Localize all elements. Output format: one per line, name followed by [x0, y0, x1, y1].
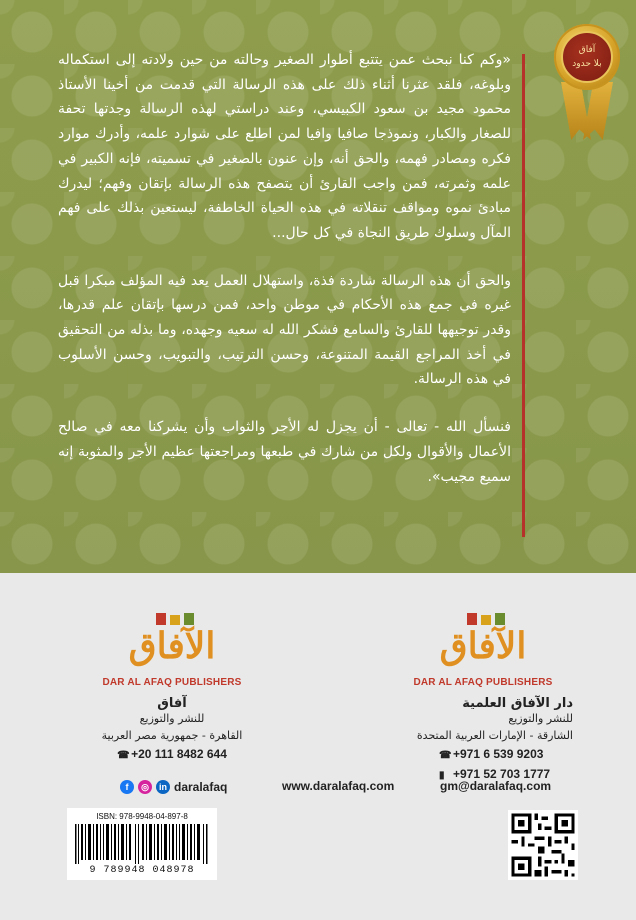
publisher-name-en: DAR AL AFAQ PUBLISHERS: [102, 677, 242, 688]
publisher-name-ar: دار الآفاق العلمية: [462, 696, 573, 711]
publisher-location: الشارقة - الإمارات العربية المتحدة: [416, 729, 573, 742]
ribbon-right: [583, 82, 613, 140]
red-vertical-rule: [522, 54, 525, 537]
blurb-paragraph-3: فنسأل الله - تعالى - أن يجزل له الأجر والثواب وأن يشركنا معه في صالح الأعمال والأقوال ولكل من شارك في طبعها ومراجعتها عظيم الأجر والمثوبة إنه سميع مجيب».: [58, 419, 511, 485]
linkedin-icon[interactable]: in: [156, 780, 170, 794]
publisher-subtitle: للنشر والتوزيع: [139, 712, 205, 725]
isbn-digits: 9 789948 048978: [89, 865, 195, 876]
blurb-text: [58, 48, 511, 512]
phone-number: +971 6 539 9203: [453, 747, 544, 761]
phone-icon: ☎: [117, 750, 130, 761]
website-link[interactable]: www.daralafaq.com: [282, 779, 395, 793]
publisher-location: القاهرة - جمهورية مصر العربية: [101, 729, 243, 742]
email-link[interactable]: gm@daralafaq.com: [440, 779, 552, 793]
phone-number: +20 111 8482 644: [131, 747, 227, 761]
blurb-paragraph-1: «وكم كنا نبحث عمن يتتبع أطوار الصغير وحالته من حين ولادته إلى استكماله وبلوغه، فلقد عثرنا أثناء ذلك على هذه الرسالة التي قدمت من أخينا الأستاذ محمود مجيد بن سعود الكبيسي، وعند دراستي لهذه الرسالة وجدتها تحفة للصغار والكبار، ونموذجا صافيا وافيا لمن اطلع على شوارد علمه، وأدرك موارد فكره ومصادر فهمه، والحق أنه، وإن عنون بالصغير في تسميته، فإنه الكبير في علمه وثمرته، فمن واجب القارئ أن يتصفح هذه الرسالة بإتقان وفهم؛ ليدرك مبادئ نموه ومواقف تنقلاته في هذه الحياة الخاطفة، ليستعين بذلك على فهم المآل وسلوك طريق النجاة في كل حال...: [58, 52, 511, 241]
publisher-logo-left: [112, 613, 232, 673]
isbn-barcode: [67, 808, 217, 880]
badge-line-1: آفاق: [578, 45, 596, 55]
phone-number: +971 52 703 1777: [453, 767, 551, 781]
publisher-name-en: DAR AL AFAQ PUBLISHERS: [413, 677, 553, 688]
publisher-phone-1: [393, 746, 573, 764]
publisher-phone: [62, 746, 282, 764]
blurb-paragraph-2: والحق أن هذه الرسالة شاردة فذة، واستهلال العمل يعد فيه المؤلف مبكرا قبل غيره في جمع هذه الأحكام في موطن واحد، فمن درسها بإتقان علم قدرها، وقدر توجيهها للقارئ والسامع فشكر الله له سعيه وجهده، وما بذله من التحقيق في أخذ المراجع القيمة المتنوعة، وحسن الترتيب، والتبويب، وحسن الأسلوب في هذه الرسالة.: [58, 272, 511, 388]
publisher-footer: [0, 573, 636, 920]
badge-text: [561, 31, 613, 83]
publisher-left: [62, 613, 282, 764]
logo-wordmark: الآفاق: [439, 625, 527, 667]
publisher-logo-right: [423, 613, 543, 673]
phone-icon: ☎: [439, 750, 452, 761]
badge-line-2: بلا حدود: [572, 59, 602, 69]
afaq-badge-seal: [552, 24, 622, 142]
facebook-icon[interactable]: f: [120, 780, 134, 794]
mobile-icon: ▮: [439, 770, 445, 781]
qr-code-icon[interactable]: [508, 810, 578, 880]
social-handle[interactable]: daralafaq: [174, 780, 228, 794]
publisher-right: [393, 613, 573, 784]
logo-wordmark: الآفاق: [128, 625, 216, 667]
isbn-label: ISBN: 978-9948-04-897-8: [96, 812, 188, 821]
publisher-subtitle: للنشر والتوزيع: [508, 712, 573, 725]
social-links: [120, 778, 227, 796]
instagram-icon[interactable]: ◎: [138, 780, 152, 794]
barcode-bars-icon: [75, 824, 209, 864]
publisher-name-ar: آفاق: [157, 696, 187, 711]
